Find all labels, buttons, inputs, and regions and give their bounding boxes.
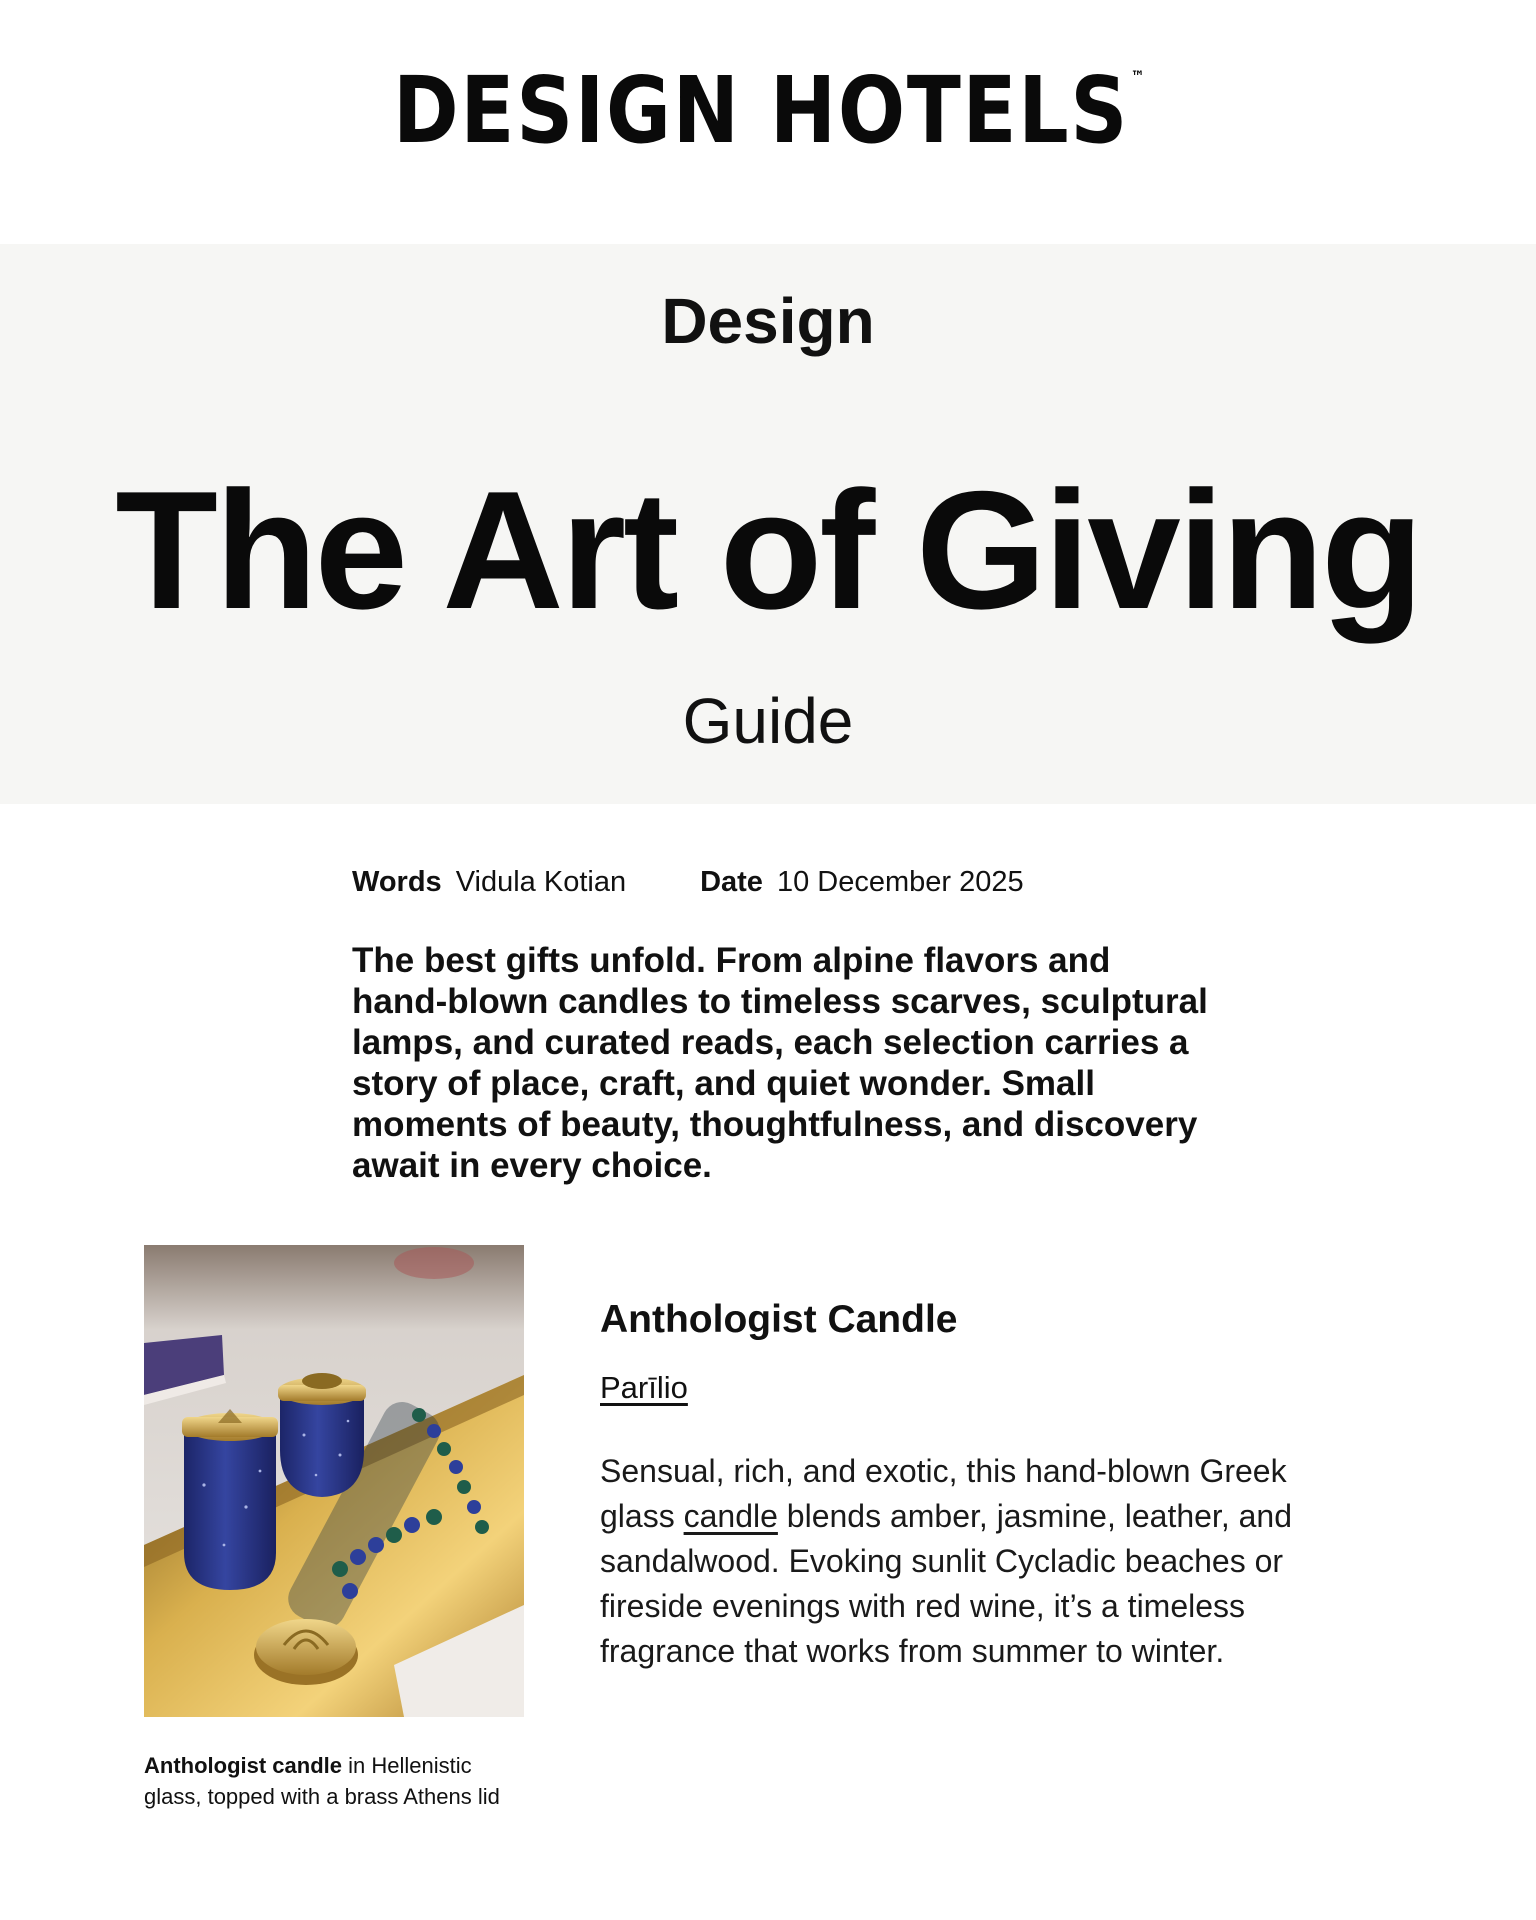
article-intro: The best gifts unfold. From alpine flavors and hand-blown candles to timeless scarves, sculptural lamps, and curated reads, each selection carries a story of place, craft, and quiet wonder. Small moments of beauty, thoughtfulness, and discovery await in every choice. (352, 941, 1208, 1185)
photo-caption (144, 1750, 524, 1812)
article-meta (352, 866, 1098, 899)
description-after-link: blends amber, jasmine, leather, and sandalwood. Evoking sunlit Cycladic beaches or fireside evenings with red wine, it’s a timeless fragrance that works from summer to winter. (600, 1498, 1292, 1669)
product-description (600, 1449, 1360, 1674)
words-label: Words (352, 866, 442, 898)
product-photo[interactable] (144, 1245, 524, 1717)
description-before-link: Sensual, rich, and exotic, this hand-blown Greek glass (600, 1453, 1287, 1534)
author-name: Vidula Kotian (455, 866, 627, 898)
caption-product-name: Anthologist candle (144, 1753, 342, 1778)
date-label: Date (700, 866, 763, 898)
article-subtitle: Guide (682, 685, 854, 757)
article-title: The Art of Giving (115, 456, 1421, 644)
candle-photo-illustration (144, 1245, 524, 1717)
site-header (0, 0, 1536, 244)
brand-name[interactable]: DESIGN HOTELS (393, 56, 1130, 164)
hero-banner (0, 244, 1536, 804)
trademark-symbol: ™ (1130, 66, 1145, 86)
brand-logo[interactable] (393, 57, 1143, 164)
article-category[interactable]: Design (661, 285, 875, 357)
caption-text: in Hellenistic glass, topped with a brass Athens lid (144, 1753, 500, 1809)
product-name: Anthologist Candle (600, 1298, 958, 1341)
publish-date: 10 December 2025 (776, 866, 1024, 898)
candle-link[interactable]: candle (683, 1498, 778, 1534)
brand-link[interactable]: Parīlio (600, 1370, 688, 1405)
